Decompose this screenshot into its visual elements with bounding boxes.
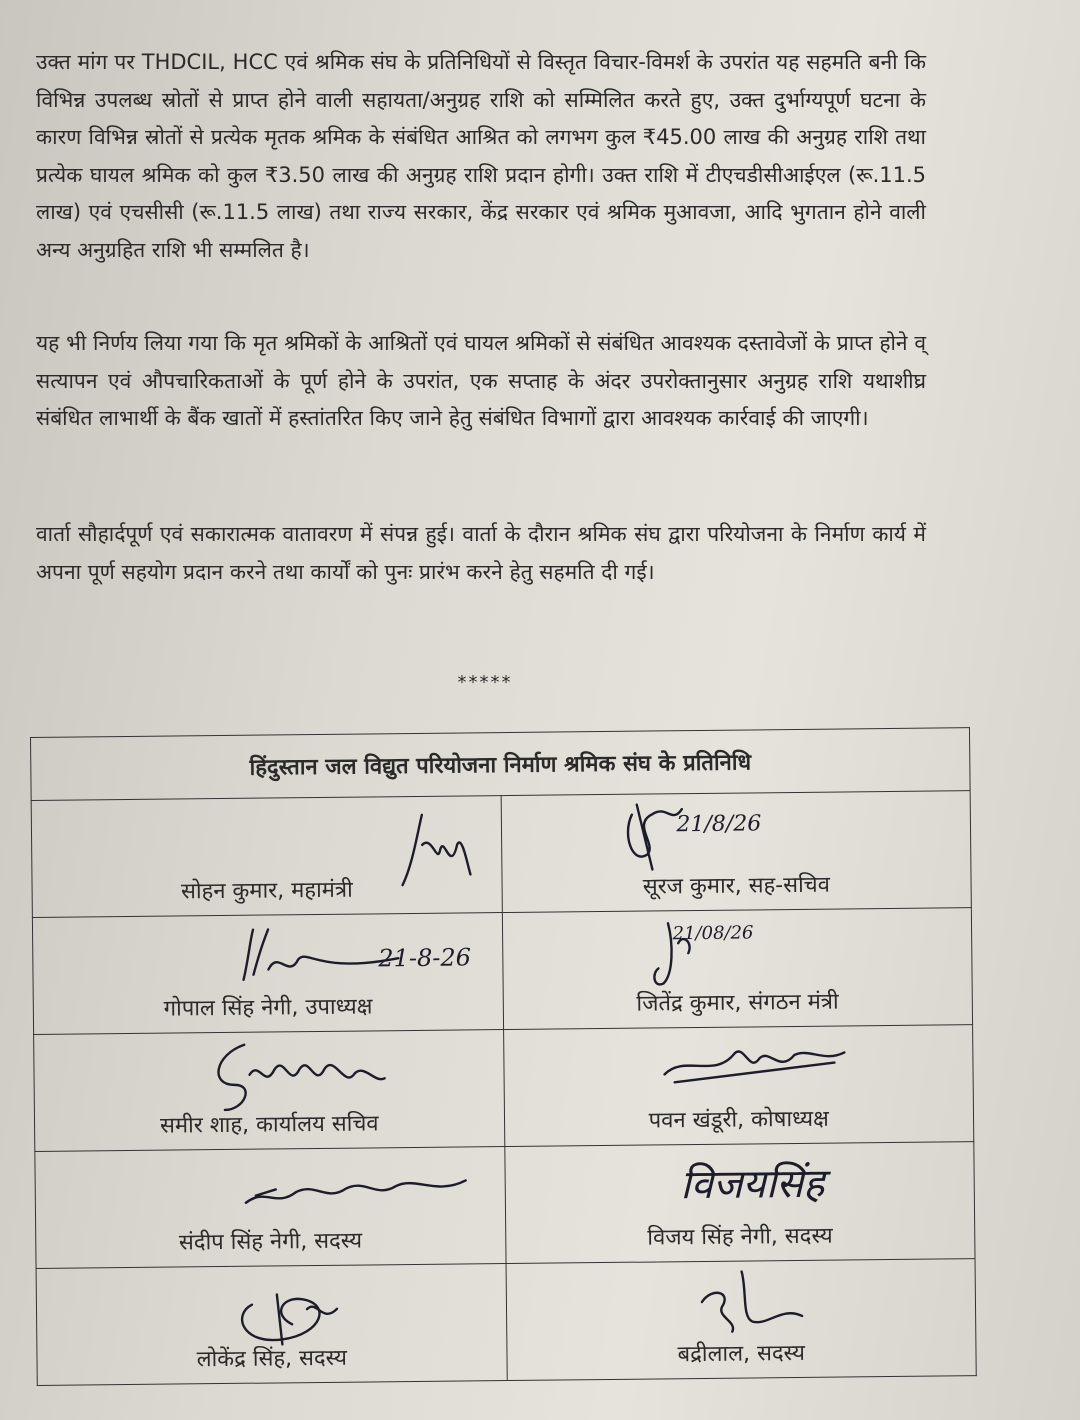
member-label: सूरज कुमार, सह-सचिव (642, 872, 831, 900)
signature-table (30, 727, 977, 1386)
signature-pawan (654, 1032, 855, 1094)
signature-date: 21-8-26 (378, 943, 472, 973)
signature-cell (32, 913, 503, 1035)
signature-table-header: हिंदुस्तान जल विद्युत परियोजना निर्माण श्रमिक संघ के प्रतिनिधि (31, 728, 971, 801)
signature-date: 21/08/26 (672, 922, 754, 945)
signature-cell (502, 908, 973, 1030)
signature-cell (36, 1264, 507, 1386)
signature-cell (504, 1142, 975, 1264)
signature-cell (503, 1025, 974, 1147)
member-label: लोकेंद्र सिंह, सदस्य (196, 1345, 348, 1373)
paragraph-decision: यह भी निर्णय लिया गया कि मृत श्रमिकों के आश्रितों एवं घायल श्रमिकों से संबंधित आवश्यक दस्तावेजों के प्राप्त होने व् सत्यापन एवं औपचारिकताओं के पूर्ण होने के उपरांत, एक सप्ताह के अंदर उपरोक्तानुसार अनुग्रह राशि यथाशीघ्र संबंधित लाभार्थी के बैंक खातों में हस्तांतरित किए जाने हेतु संबंधित विभागों द्वारा आवश्यक कार्रवाई की जाएगी। (36, 331, 926, 430)
signature-cell (501, 791, 972, 913)
paragraph-compensation: उक्त मांग पर THDCIL, HCC एवं श्रमिक संघ के प्रतिनिधियों से विस्तृत विचार-विमर्श के उपरांत यह सहमति बनी कि विभिन्न उपलब्ध स्रोतों से प्राप्त होने वाली सहायता/अनुग्रह राशि को सम्मिलित करते हुए, उक्त दुर्भाग्यपूर्ण घटना के कारण विभिन्न स्रोतों से प्रत्येक मृतक श्रमिक के संबंधित आश्रित को लगभग कुल ₹45.00 लाख की अनुग्रह राशि तथा प्रत्येक घायल श्रमिक को कुल ₹3.50 लाख की अनुग्रह राशि प्रदान होगी। उक्त राशि में टीएचडीसीआईएल (रू.11.5 लाख) एवं एचसीसी (रू.11.5 लाख) तथा राज्य सरकार, केंद्र सरकार एवं श्रमिक मुआवजा, आदि भुगतान होने वाली अन्य अनुग्रहित राशि भी सम्मलित है। (36, 50, 926, 262)
member-label: संदीप सिंह नेगी, सदस्य (178, 1228, 363, 1256)
signature-cell (31, 796, 502, 918)
signature-cell (34, 1030, 505, 1152)
member-label: जितेंद्र कुमार, संगठन मंत्री (636, 989, 839, 1017)
signature-badrilal (681, 1261, 832, 1343)
signature-cell (506, 1259, 977, 1381)
member-label: समीर शाह, कार्यालय सचिव (159, 1111, 379, 1139)
paragraph-conclusion: वार्ता सौहार्दपूर्ण एवं सकारात्मक वातावरण में संपन्न हुई। वार्ता के दौरान श्रमिक संघ द्वारा परियोजना के निर्माण कार्य में अपना पूर्ण सहयोग प्रदान करने तथा कार्यों को पुनः प्रारंभ करने हेतु सहमति दी गई। (36, 522, 926, 584)
member-label: गोपाल सिंह नेगी, उपाध्यक्ष (163, 994, 373, 1022)
separator: ***** (457, 672, 513, 693)
signature-sandeep (236, 1165, 487, 1218)
signature-lokendra (222, 1273, 373, 1350)
signature-cell (35, 1147, 506, 1269)
signature-sameer (194, 1033, 395, 1115)
member-label: बद्रीलाल, सदस्य (677, 1340, 806, 1368)
member-label: विजय सिंह नेगी, सदस्य (647, 1223, 833, 1251)
signature-vijay: विजयसिंह (679, 1160, 825, 1209)
signature-date: 21/8/26 (676, 811, 762, 838)
member-label: पवन खंडूरी, कोषाध्यक्ष (648, 1106, 830, 1134)
member-label: सोहन कुमार, महामंत्री (180, 877, 353, 905)
